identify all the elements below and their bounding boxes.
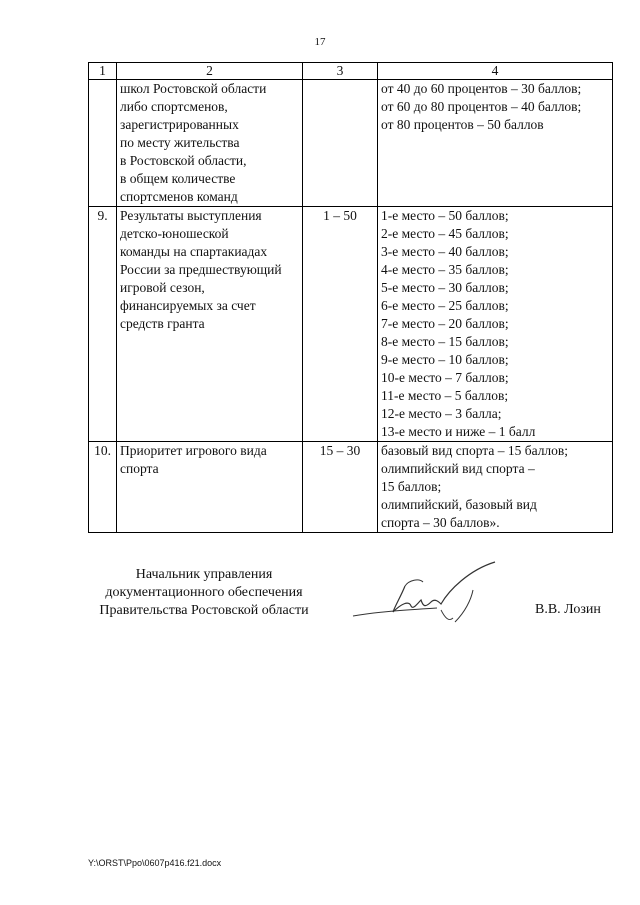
table-header-row [89, 63, 613, 80]
signatory-title-line: документационного обеспечения [105, 585, 303, 600]
scoring-line: от 40 до 60 процентов – 30 баллов; [381, 81, 582, 96]
page-number: 17 [314, 36, 326, 48]
points-range [303, 80, 378, 207]
criterion-line: детско-юношеской [120, 226, 229, 241]
scoring-line: 7-е место – 20 баллов; [381, 316, 509, 331]
scoring-line: 13-е место и ниже – 1 балл [381, 424, 536, 439]
criterion-line: спортсменов команд [120, 189, 238, 204]
table-row [89, 80, 613, 207]
criterion-line: России за предшествующий [120, 262, 282, 277]
table-row [89, 442, 613, 533]
scoring-line: 9-е место – 10 баллов; [381, 352, 509, 367]
criterion-cell [117, 442, 303, 533]
criterion-cell [117, 207, 303, 442]
criterion-line: Результаты выступления [120, 208, 262, 223]
scoring-line: 2-е место – 45 баллов; [381, 226, 509, 241]
scoring-line: олимпийский вид спорта – [381, 461, 535, 476]
criterion-line: зарегистрированных [120, 117, 239, 132]
scoring-line: олимпийский, базовый вид [381, 497, 537, 512]
scoring-line: от 60 до 80 процентов – 40 баллов; [381, 99, 582, 114]
criterion-line: спорта [120, 461, 159, 476]
criterion-line: игровой сезон, [120, 280, 205, 295]
scoring-line: от 80 процентов – 50 баллов [381, 117, 544, 132]
scoring-line: 5-е место – 30 баллов; [381, 280, 509, 295]
scoring-line: 6-е место – 25 баллов; [381, 298, 509, 313]
scoring-line: 10-е место – 7 баллов; [381, 370, 509, 385]
scoring-line: 3-е место – 40 баллов; [381, 244, 509, 259]
handwritten-signature [345, 560, 505, 628]
criteria-table [88, 62, 613, 533]
signatory-name: В.В. Лозин [535, 602, 601, 617]
criterion-line: Приоритет игрового вида [120, 443, 267, 458]
scoring-line: 1-е место – 50 баллов; [381, 208, 509, 223]
criterion-cell [117, 80, 303, 207]
scoring-line: 12-е место – 3 балла; [381, 406, 502, 421]
table-row [89, 207, 613, 442]
scoring-cell [378, 80, 613, 207]
scoring-line: базовый вид спорта – 15 баллов; [381, 443, 569, 458]
header-cell: 3 [303, 63, 378, 80]
signatory-title-line: Начальник управления [135, 567, 273, 582]
points-range: 15 – 30 [303, 442, 378, 533]
scoring-line: 11-е место – 5 баллов; [381, 388, 509, 403]
scoring-cell [378, 207, 613, 442]
signatory-title [88, 566, 320, 620]
scoring-line: 8-е место – 15 баллов; [381, 334, 509, 349]
criterion-line: средств гранта [120, 316, 205, 331]
header-cell: 4 [378, 63, 613, 80]
scoring-line: 4-е место – 35 баллов; [381, 262, 509, 277]
row-number: 10. [89, 442, 117, 533]
scoring-line: 15 баллов; [381, 479, 442, 494]
criterion-line: в общем количестве [120, 171, 236, 186]
row-number [89, 80, 117, 207]
row-number: 9. [89, 207, 117, 442]
header-cell: 2 [117, 63, 303, 80]
criterion-line: по месту жительства [120, 135, 240, 150]
file-path-footer: Y:\ORST\Ppo\0607p416.f21.docx [88, 858, 222, 868]
points-range: 1 – 50 [303, 207, 378, 442]
criterion-line: финансируемых за счет [120, 298, 256, 313]
scoring-cell [378, 442, 613, 533]
criterion-line: либо спортсменов, [120, 99, 228, 114]
criterion-line: в Ростовской области, [120, 153, 247, 168]
criterion-line: школ Ростовской области [120, 81, 267, 96]
scoring-line: спорта – 30 баллов». [381, 515, 500, 530]
criterion-line: команды на спартакиадах [120, 244, 268, 259]
header-cell: 1 [89, 63, 117, 80]
signatory-title-line: Правительства Ростовской области [99, 603, 309, 618]
